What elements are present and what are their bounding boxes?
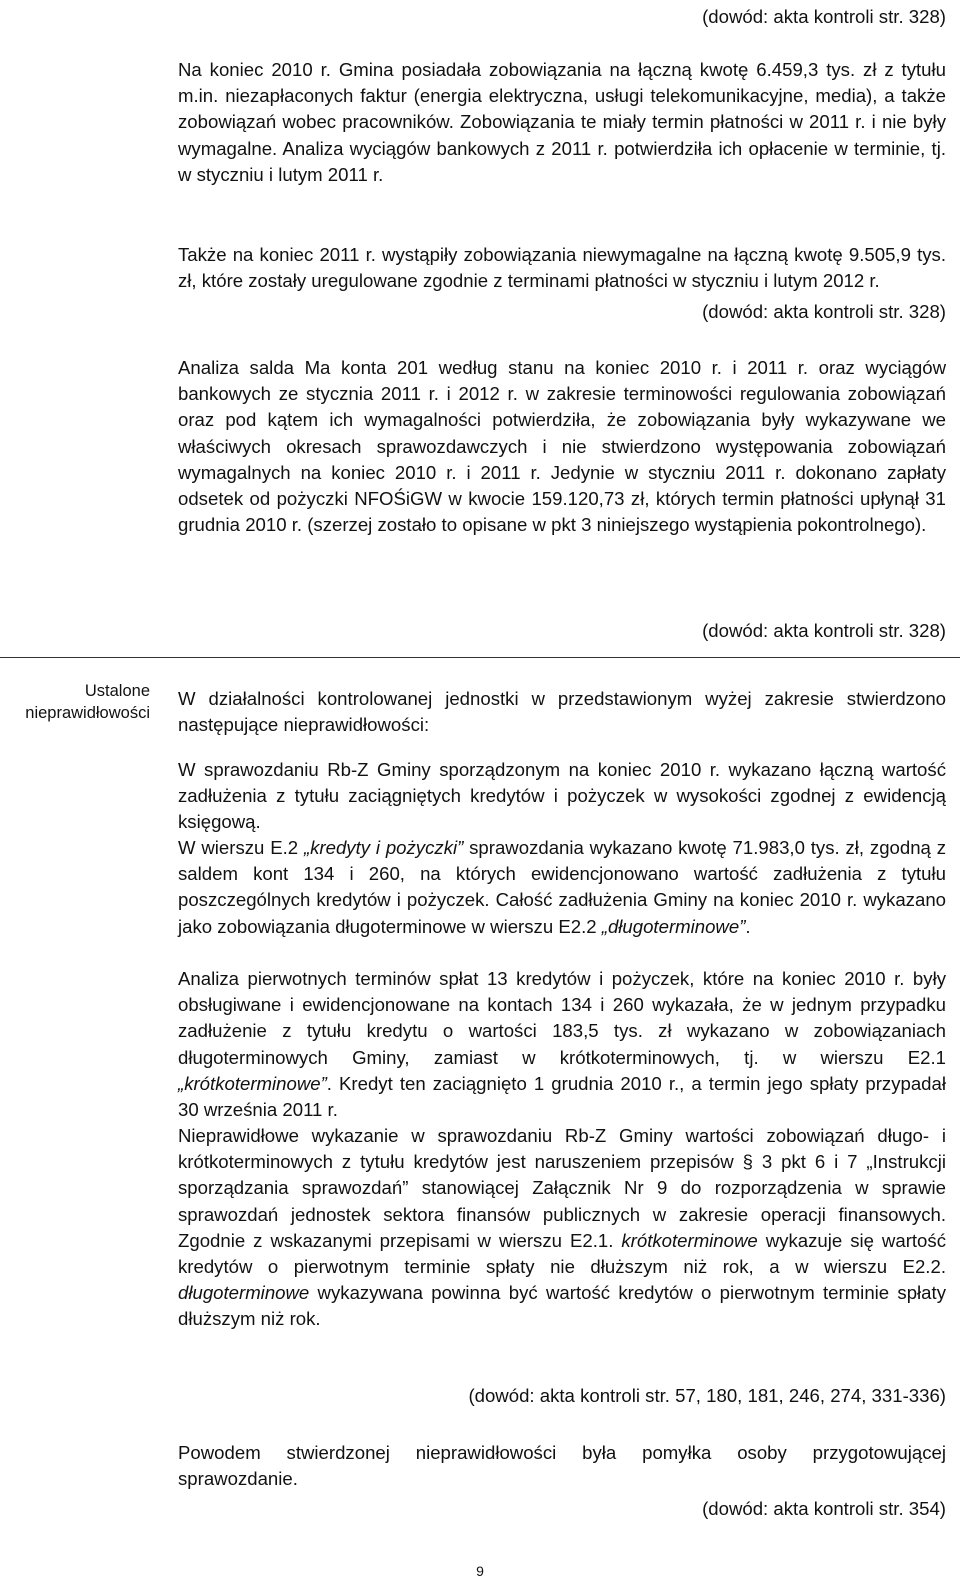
p6-text-b: sprawozdania wykazano kwotę 71.983,0 tys. zł, zgodną z saldem kont 134 i 260, na których ewidencjonowano wartość zadłużenia z tytułu poszczególnych kredytów i pożyczek. Całość zadłużenia Gminy na koniec 2010 r. wykazano jako zobowiązania długoterminowe w wierszu E2.2 <box>178 837 947 937</box>
paragraph-cause: Powodem stwierdzonej nieprawidłowości była pomyłka osoby przygotowującej sprawozdanie. <box>178 1442 946 1490</box>
evidence-note-2: (dowód: akta kontroli str. 328) <box>702 301 946 322</box>
side-label-line-2: nieprawidłowości <box>25 704 150 722</box>
paragraph-account-analysis: Analiza salda Ma konta 201 według stanu na koniec 2010 r. i 2011 r. oraz wyciągów bankowych ze stycznia 2011 r. i 2012 r. w zakresie terminowości regulowania zobowiązań oraz pod kątem ich wymagalności potwierdziła, że zobowiązania były wykazywane we właściwych okresach sprawozdawczych i nie stwierdzono występowania zobowiązań wymagalnych na koniec 2010 r. i 2011 r. Jedynie w styczniu 2011 r. dokonano zapłaty odsetek od pożyczki NFOŚiGW w kwocie 159.120,73 zł, których termin płatności upłynął 31 grudnia 2010 r. (szerzej zostało to opisane w pkt 3 niniejszego wystąpienia pokontrolnego). <box>178 357 946 536</box>
paragraph-regulation-breach <box>178 1123 946 1333</box>
p7-text-b: . Kredyt ten zaciągnięto 1 grudnia 2010 r., a termin jego spłaty przypadał 30 września 2011 r. <box>178 1072 946 1121</box>
p7-text-a: Analiza pierwotnych terminów spłat 13 kredytów i pożyczek, które na koniec 2010 r. były obsługiwane i ewidencjonowane na kontach 134 i 260 wykazała, że w jednym przypadku zadłużenie z tytułu kredytu o wartości 183,5 tys. zł wykazano w zobowiązaniach długoterminowych Gminy, zamiast w krótkoterminowych, tj. w wierszu E2.1 <box>178 968 946 1068</box>
p8-italic-short-term: krótkoterminowe <box>621 1229 758 1251</box>
p8-italic-long-term: długoterminowe <box>178 1282 310 1304</box>
p6-text-a: W wierszu E.2 <box>178 837 304 858</box>
side-label-line-1: Ustalone <box>84 682 150 700</box>
paragraph-liabilities-2010: Na koniec 2010 r. Gmina posiadała zobowiązania na łączną kwotę 6.459,3 tys. zł z tytułu m.in. niezapłaconych faktur (energia elektryczna, usługi telekomunikacyjne, media), a także zobowiązań wobec pracowników. Zobowiązania te miały termin płatności w 2011 r. i nie były wymagalne. Analiza wyciągów bankowych z 2011 r. potwierdziła ich opłacenie w terminie, tj. w styczniu i lutym 2011 r. <box>178 59 946 185</box>
p8-text-c: wykazywana powinna być wartość kredytów o pierwotnym terminie spłaty dłuższym niż rok. <box>178 1282 946 1330</box>
paragraph-row-e2 <box>178 835 946 940</box>
paragraph-liabilities-2011: Także na koniec 2011 r. wystąpiły zobowiązania niewymagalne na łączną kwotę 9.505,9 tys. zł, które zostały uregulowane zgodnie z terminami płatności w styczniu i lutym 2012 r. <box>178 244 946 292</box>
side-label-irregularities <box>0 680 150 724</box>
section-divider <box>0 657 960 658</box>
paragraph-findings-intro: W działalności kontrolowanej jednostki w przedstawionym wyżej zakresie stwierdzono następujące nieprawidłowości: <box>178 688 946 736</box>
p8-text-b: wykazuje się wartość kredytów o pierwotnym terminie spłaty nie dłuższym niż rok, a w wierszu E2.2. <box>178 1229 946 1278</box>
p7-italic-short-term: „krótkoterminowe” <box>178 1072 327 1094</box>
p6-italic-long-term: „długoterminowe” <box>601 915 746 937</box>
p6-italic-credits: „kredyty i pożyczki” <box>303 837 464 858</box>
page-number: 9 <box>476 1563 484 1579</box>
evidence-note-4: (dowód: akta kontroli str. 57, 180, 181, 246, 274, 331-336) <box>468 1385 946 1406</box>
evidence-note-top: (dowód: akta kontroli str. 328) <box>702 6 946 27</box>
p8-text-a: Nieprawidłowe wykazanie w sprawozdaniu Rb-Z Gminy wartości zobowiązań długo- i krótkoterminowych z tytułu kredytów jest naruszeniem przepisów § 3 pkt 6 i 7 „Instrukcji sporządzania sprawozdań” stanowiącej Załącznik Nr 9 do rozporządzenia w sprawie sprawozdań jednostek sektora finansów publicznych w zakresie operacji finansowych. Zgodnie z wskazanymi przepisami w wierszu E2.1. <box>178 1125 946 1251</box>
paragraph-rbz-report: W sprawozdaniu Rb-Z Gminy sporządzonym na koniec 2010 r. wykazano łączną wartość zadłużenia z tytułu zaciągniętych kredytów i pożyczek w wysokości zgodnej z ewidencją księgową. <box>178 759 946 833</box>
paragraph-repayment-analysis <box>178 966 946 1123</box>
p6-text-c: . <box>745 915 751 937</box>
evidence-note-5: (dowód: akta kontroli str. 354) <box>702 1498 946 1519</box>
evidence-note-3: (dowód: akta kontroli str. 328) <box>702 620 946 641</box>
